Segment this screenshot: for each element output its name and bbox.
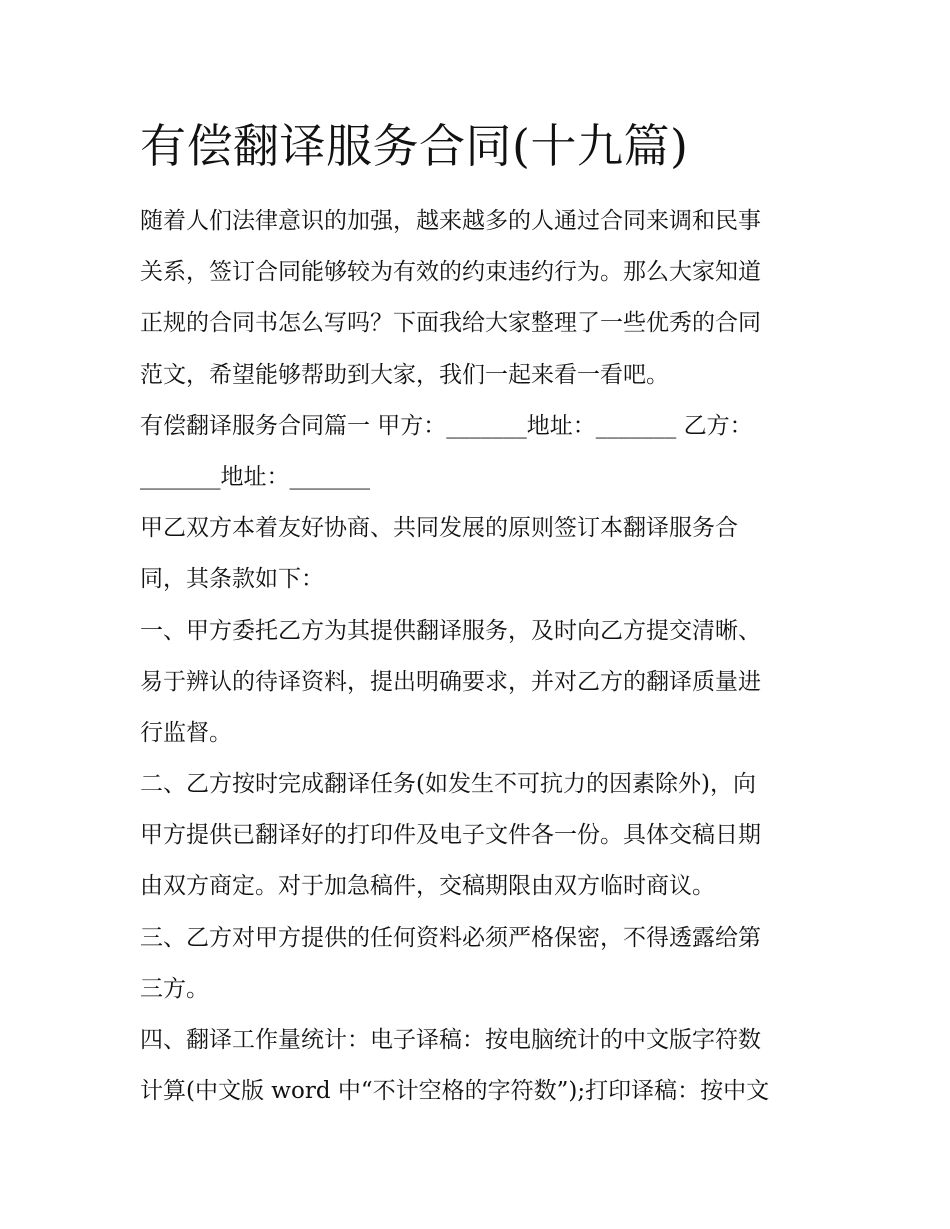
text-line: 一、甲方委托乙方为其提供翻译服务，及时向乙方提交清晰、 (140, 617, 761, 644)
document-title: 有偿翻译服务合同(十九篇) (140, 119, 689, 173)
paragraph-preamble (140, 503, 815, 605)
paragraph-clause-2 (140, 759, 815, 913)
text-line: 计算(中文版 word 中“不计空格的字符数”);打印译稿：按中文 (140, 1078, 770, 1105)
text-line: 三、乙方对甲方提供的任何资料必须严格保密，不得透露给第 (140, 924, 761, 951)
paragraph-intro (140, 196, 815, 401)
text-line: 易于辨认的待译资料，提出明确要求，并对乙方的翻译质量进 (140, 668, 761, 695)
paragraph-clause-3 (140, 913, 815, 1015)
paragraph-clause-1 (140, 606, 815, 760)
text-line: 三方。 (140, 975, 209, 1002)
text-line: 关系，签订合同能够较为有效的约束违约行为。那么大家知道 (140, 259, 761, 286)
text-line: 同，其条款如下： (140, 566, 324, 593)
text-line: _______地址：_______ (140, 463, 370, 490)
text-line: 甲乙双方本着友好协商、共同发展的原则签订本翻译服务合 (140, 515, 738, 542)
text-line: 四、翻译工作量统计：电子译稿：按电脑统计的中文版字符数 (140, 1027, 761, 1053)
text-line: 由双方商定。对于加急稿件，交稿期限由双方临时商议。 (140, 873, 715, 900)
text-line: 甲方提供已翻译好的打印件及电子文件各一份。具体交稿日期 (140, 822, 761, 849)
text-line: 正规的合同书怎么写吗？下面我给大家整理了一些优秀的合同 (140, 310, 761, 337)
document-body (140, 196, 815, 1117)
text-line: 有偿翻译服务合同篇一 甲方：_______地址：_______ 乙方： (140, 412, 753, 439)
text-line: 行监督。 (140, 719, 232, 746)
paragraph-clause-4 (140, 1015, 815, 1117)
text-line: 范文，希望能够帮助到大家，我们一起来看一看吧。 (140, 361, 669, 388)
text-line: 随着人们法律意识的加强，越来越多的人通过合同来调和民事 (140, 208, 761, 234)
text-line: 二、乙方按时完成翻译任务(如发生不可抗力的因素除外)，向 (140, 771, 756, 798)
paragraph-parties (140, 401, 815, 503)
